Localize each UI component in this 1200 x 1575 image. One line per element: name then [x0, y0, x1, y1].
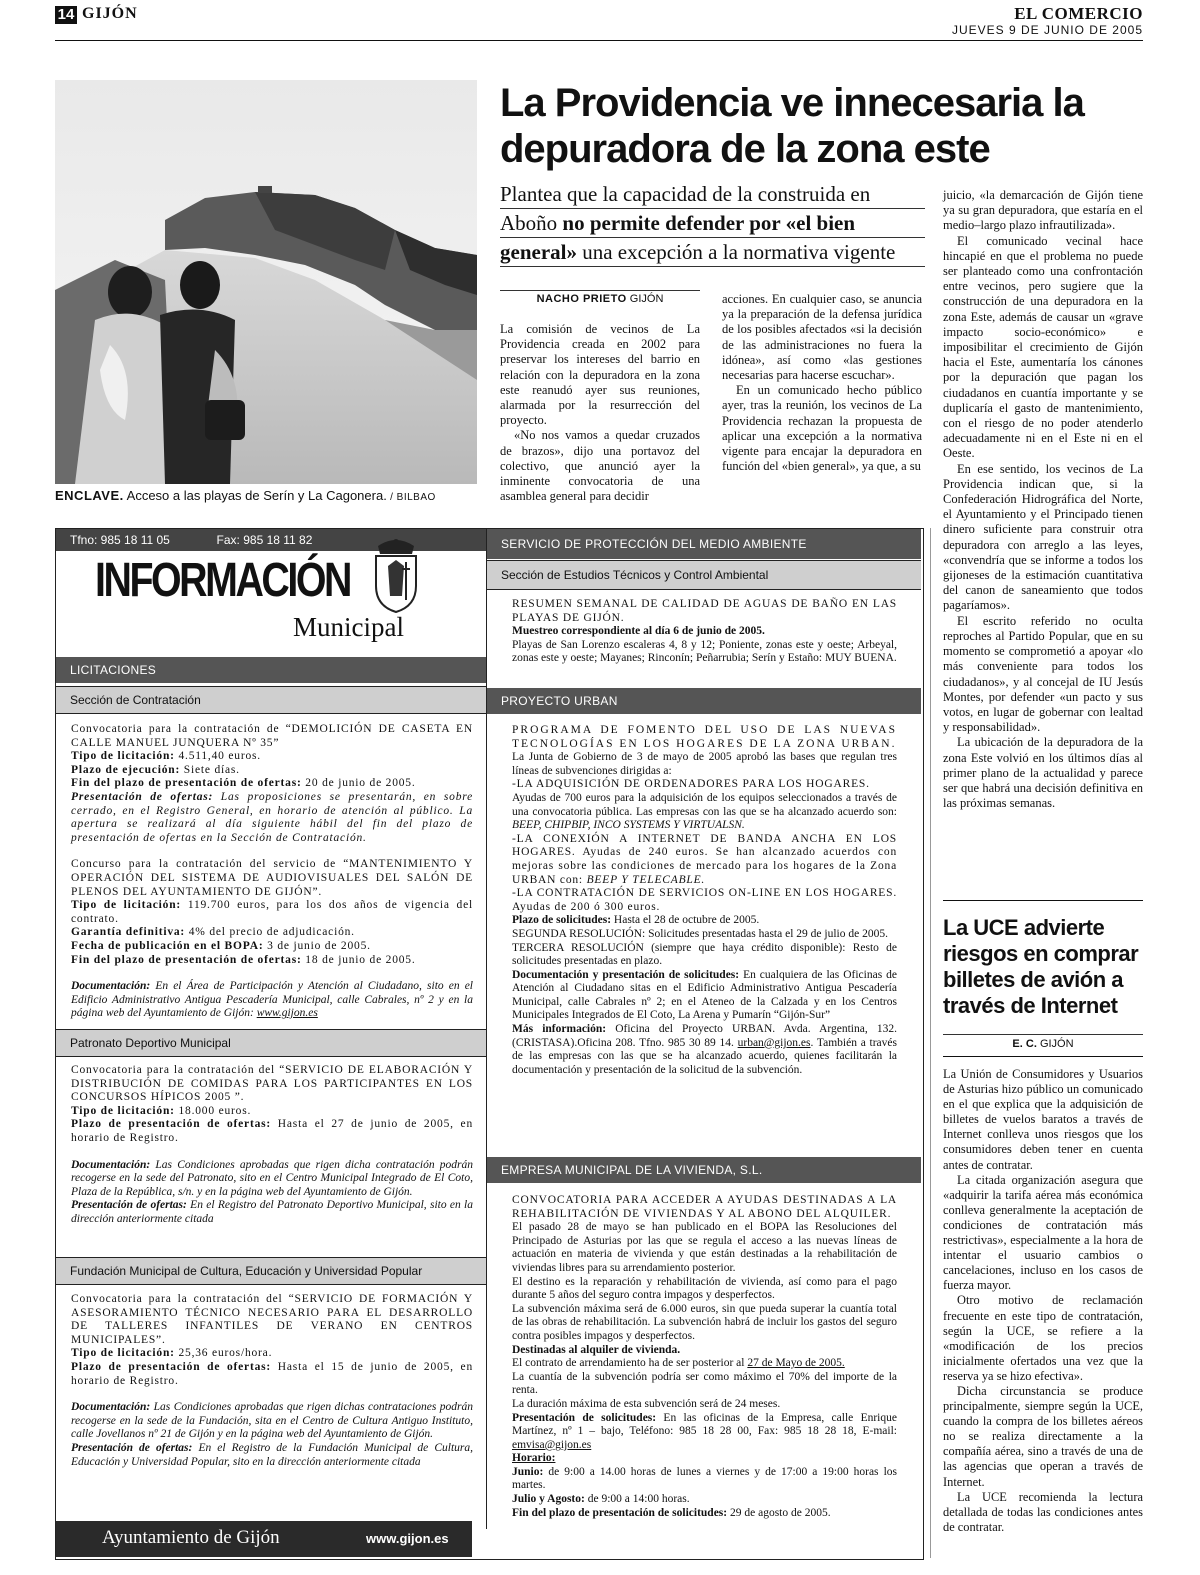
notice-text: Concurso para la contratación del servicio de “MANTENIMIENTO Y OPERACIÓN DEL SISTEMA DE AUDIOVISUALES DEL SALÓN DE PLENOS DEL AYUNTAMIENTO DE GIJÓN”. [71, 858, 473, 898]
notice-text: BEEP, CHIPBIP, INCO SYSTEMS Y VIRTUALSN. [512, 819, 745, 832]
beach-photo-illustration [55, 80, 477, 484]
value: Las Condiciones aprobadas que rigen dicha contratación podrán recogerse en la sede del Patronato, sito en el Centro Municipal Integrado de El Coto, Plaza de la República, s/n. y en la página web del Ayuntamiento de Gijón. [71, 1158, 473, 1198]
value: Siete días. [180, 763, 240, 776]
deportivo-header: Patronato Deportivo Municipal [56, 1029, 486, 1057]
label: Plazo de presentación de ofertas: [71, 1360, 272, 1373]
sidebar-byline [943, 1034, 1143, 1050]
value: En el Área de Participación y Atención al Ciudadano, sito en el Edificio Administrativo Antigua Pescadería Municipal, calle Cabrales, nº 2 y en la página web del Ayuntamiento de Gijón: [71, 980, 473, 1020]
article-byline [500, 290, 700, 305]
deck-rule [500, 266, 925, 267]
label: Presentación de ofertas: [71, 1199, 187, 1212]
paragraph: La ubicación de la depuradora de la zona Este volvió en los últimos días al primer plano de la actualidad y parece ser que habrá una decisión definitiva en las próximas semanas. [943, 735, 1143, 811]
value: . También a través de las empresas con las que se ha alcanzado acuerdo, quienes facilitarán la documentación y presentación de la solicitud de la subvención. [512, 1036, 897, 1076]
label: Fin del plazo de presentación de solicitudes: [512, 1506, 728, 1519]
article-column-1 [500, 322, 700, 504]
notice-text: El contrato de arrendamiento ha de ser posterior al [512, 1357, 748, 1370]
phone: Tfno: 985 18 11 05 [70, 533, 170, 547]
medioambiente-body [512, 598, 897, 666]
label: Garantía definitiva: [71, 926, 186, 939]
value: 3 de junio de 2005. [263, 939, 371, 952]
label: Fecha de publicación en el BOPA: [71, 939, 264, 952]
value: En cualquiera de las Oficinas de Atención al Ciudadano sitas en el Edificio Administrativo Antigua Pescadería Municipal, calle Cabrales nº 2; en el Ateneo de la Calzada y en los Centros Municipales Integrados de El Coto, La Arena y Pumarín “Gijón-Sur” [512, 968, 897, 1022]
sidebar-body [943, 1067, 1143, 1535]
gijon-link[interactable]: www.gijon.es [256, 1007, 318, 1020]
header-rule [55, 40, 1143, 41]
paragraph: acciones. En cualquier caso, se anuncia ya la preparación de la defensa jurídica de los posibles afectados «si la decisión de las administraciones no fuera la idónea», así como «las gestiones necesarias para hacerse escuchar». [722, 292, 922, 383]
vivienda-header: EMPRESA MUNICIPAL DE LA VIVIENDA, S.L. [487, 1157, 921, 1183]
label: Presentación de solicitudes: [512, 1411, 657, 1424]
deck-line-3 [500, 238, 925, 266]
notice-text: Destinadas al alquiler de vivienda. [512, 1343, 681, 1356]
label: Plazo de solicitudes: [512, 914, 612, 927]
label: Tipo de licitación: [71, 1104, 175, 1117]
paragraph: La citada organización asegura que «adquirir la tarifa aérea más económica conlleva generalmente la aceptación de condiciones de contratación más restrictivas», especialmente a la hora de intentar el usuario cambios o cancelaciones, incluso en los casos de fuerza mayor. [943, 1172, 1143, 1293]
paragraph: En un comunicado hecho público ayer, tras la reunión, los vecinos de La Providencia rechazan la propuesta de aplicar una excepción a la normativa vigente para encajar la depuradora en función del «bien general», ya que, a su [722, 383, 922, 474]
notice-text: La Junta de Gobierno de 3 de mayo de 2005 aprobó las bases que regulan tres líneas de subvenciones dirigidas a: [512, 751, 897, 777]
deck-line-2a: Aboño [500, 211, 563, 235]
municipal-footer [56, 1521, 472, 1557]
notice-text: Convocatoria para la contratación de “DEMOLICIÓN DE CASETA EN CALLE MANUEL JUNQUERA Nº 35” [71, 723, 473, 749]
newspaper-name: EL COMERCIO [1014, 4, 1143, 23]
notice-text: Convocatoria para la contratación del “SERVICIO DE FORMACIÓN Y ASESORAMIENTO TÉCNICO NECESARIO PARA EL DESARROLLO DE TALLERES INFANTILES DE VERANO EN CENTROS MUNICIPALES”. [71, 1293, 473, 1346]
article-deck [500, 180, 925, 267]
article-column-2 [722, 292, 922, 474]
logo-subtitle: Municipal [293, 612, 404, 642]
notice-text: El destino es la reparación y rehabilitación de vivienda, así como para el pago durante 5 años del seguro contra impagos y desperfectos. [512, 1275, 897, 1302]
urban-email[interactable]: urban@gijon.es [737, 1036, 811, 1049]
label: Julio y Agosto: [512, 1493, 585, 1506]
label: Más información: [512, 1023, 607, 1036]
vivienda-body [512, 1194, 897, 1520]
label: Fin del plazo de presentación de ofertas: [71, 953, 302, 966]
notice-text: -LA ADQUISICIÓN DE ORDENADORES PARA LOS HOGARES. [512, 778, 870, 791]
paragraph: La comisión de vecinos de La Providencia creada en 2002 para preservar los intereses del barrio en relación con la depuradora en la zona este reanudó ayer sus reuniones, alarmada por la resurrección del proyecto. [500, 322, 700, 428]
fundacion-header: Fundación Municipal de Cultura, Educación y Universidad Popular [56, 1257, 486, 1285]
deck-line-2b: no permite defender por «el bien [562, 211, 856, 235]
urban-body [512, 724, 897, 1077]
notice-text: La cuantía de la subvención podría ser como máximo el 70% del importe de la renta. [512, 1370, 897, 1397]
licitaciones-bar: LICITACIONES [56, 657, 486, 683]
paragraph: La UCE recomienda la lectura detallada de todas las condiciones antes de contratar. [943, 1489, 1143, 1534]
footer-url[interactable]: www.gijon.es [366, 1531, 449, 1546]
value: de 9:00 a 14.00 horas de lunes a viernes y de 17:00 a 19:00 horas los martes. [512, 1465, 897, 1492]
value: Oficina del Proyecto URBAN. Avda. Argentina, 132. (CRISTASA).Oficina 208. Tfno. 985 30 89 14. [512, 1023, 897, 1049]
notice-text: 27 de Mayo de 2005. [747, 1357, 845, 1370]
value: Hasta el 15 de junio de 2005, en horario de Registro. [71, 1360, 473, 1387]
issue-date: JUEVES 9 DE JUNIO DE 2005 [951, 23, 1143, 37]
label: Presentación de ofertas: [71, 790, 214, 803]
value: 18.000 euros. [174, 1104, 252, 1117]
paragraph: Dicha circunstancia se produce principalmente, siempre según la UCE, cuando la compra de los billetes aéreos no se realiza directamente a la compañía aérea, sino a través de una de las agencias que operan a través de Internet. [943, 1383, 1143, 1489]
deck-line-3b: una excepción a la normativa vigente [576, 240, 896, 264]
label: Fin del plazo de presentación de ofertas: [71, 777, 302, 790]
article-column-3 [943, 188, 1143, 811]
notice-text: PROGRAMA DE FOMENTO DEL USO DE LAS NUEVAS TECNOLOGÍAS EN LOS HOGARES DE LA ZONA URBAN. [512, 724, 897, 750]
byline-place: GIJÓN [629, 293, 664, 305]
medioambiente-subheader: Sección de Estudios Técnicos y Control Ambiental [487, 560, 921, 590]
contratacion-body [71, 723, 473, 1034]
sidebar-byline-place: GIJÓN [1039, 1038, 1074, 1050]
value: Las proposiciones se presentarán, en sobre cerrado, en el Registro General, en horario de atención al público. La apertura se realizará al día siguiente hábil del fin del plazo de presentación de ofertas en la Sección de Contratación. [71, 790, 473, 844]
section-name: GIJÓN [82, 5, 138, 22]
label: Plazo de ejecución: [71, 763, 181, 776]
page-number: 14 [55, 6, 77, 24]
sidebar-byline-rule [943, 1056, 1143, 1057]
coat-of-arms [368, 534, 424, 614]
value: 29 de agosto de 2005. [727, 1506, 831, 1519]
deck-line-3a: general» [500, 240, 577, 264]
sidebar-headline: La UCE advierte riesgos en comprar billetes de avión a través de Internet [943, 915, 1139, 1018]
notice-text: El pasado 28 de mayo se han publicado en el BOPA las Resoluciones del Principado de Asturias por las que se regula el acceso a las nuevas líneas de actuación en materia de vivienda y que están destinadas a la rehabilitación de viviendas libres para su arrendamiento posterior. [512, 1221, 897, 1274]
column-divider [930, 528, 931, 1558]
value: 20 de junio de 2005. [301, 777, 416, 790]
deck-line-2 [500, 209, 925, 237]
value: Hasta el 27 de junio de 2005, en horario de Registro. [71, 1118, 473, 1144]
coat-of-arms-icon [368, 534, 424, 614]
notice-text: -LA CONEXIÓN A INTERNET DE BANDA ANCHA EN LOS HOGARES. Ayudas de 240 euros. Se han alcanzado acuerdos con mejoras sobre las condiciones de mercado para los hogares de la Zona URBAN con: [512, 832, 897, 886]
value: de 9:00 a 14:00 horas. [584, 1493, 690, 1506]
notice-text: CONVOCATORIA PARA ACCEDER A AYUDAS DESTINADAS A LA REHABILITACIÓN DE VIVIENDAS Y AL ABONO DEL ALQUILER. [512, 1194, 897, 1220]
contratacion-header: Sección de Contratación [56, 686, 486, 714]
article-headline: La Providencia ve innecesaria la depuradora de la zona este [500, 81, 1084, 171]
deck-line-1: Plantea que la capacidad de la construida en [500, 182, 871, 206]
label: Documentación y presentación de solicitudes: [512, 968, 740, 981]
notice-text: -LA CONTRATACIÓN DE SERVICIOS ON-LINE EN LOS HOGARES. Ayudas de 200 ó 300 euros. [512, 887, 897, 913]
value: 25,36 euros/hora. [174, 1347, 273, 1360]
footer-name: Ayuntamiento de Gijón [102, 1527, 280, 1548]
label: Tipo de licitación: [71, 750, 175, 763]
value: 4% del precio de adjudicación. [185, 926, 355, 939]
label: Tipo de licitación: [71, 1347, 175, 1360]
medioambiente-header: SERVICIO DE PROTECCIÓN DEL MEDIO AMBIENTE [487, 529, 921, 559]
photo-caption [55, 488, 495, 503]
paragraph: El comunicado vecinal hace hincapié en que el problema no puede ser planteado como una confrontación entre vecinos, pero sugiere que la construcción de una depuradora en la zona Este, además de causar un «grave impacto socio-económico» e imposibilitar el crecimiento de Gijón hacia el Este, aumentaría los cánones por la depuración que pagan los ciudadanos en cuantía importante y se duplicaría el gasto de mantenimiento, con el riesgo de no poder atenderlo adecuadamente ni en el Este ni en el Oeste. [943, 233, 1143, 461]
value: Hasta el 28 de octubre de 2005. [611, 914, 760, 927]
notice-text: La subvención máxima será de 6.000 euros, sin que pueda superar la cuantía total de las obras de rehabilitación. La subvención habrá de incluir los gastos del seguro contra posibles impagos y desperfectos. [512, 1302, 897, 1342]
box-divider [486, 529, 487, 1529]
label: Presentación de ofertas: [71, 1441, 193, 1454]
value: 18 de junio de 2005. [301, 953, 416, 966]
paragraph: El escrito referido no oculta reproches al Partido Popular, que en su momento se comprometió a apoyar «lo más conveniente para todos los ciudadanos», y al concejal de IU Jesús Montes, por defender «un pacto y sus votos, en lugar de gobernar con lealtad y responsabilidad». [943, 613, 1143, 735]
notice-text: Convocatoria para la contratación del “SERVICIO DE ELABORACIÓN Y DISTRIBUCIÓN DE COMIDAS PARA LOS PARTICIPANTES EN LOS CONCURSOS HÍPICOS 2005 ”. [71, 1064, 473, 1104]
logo-title: INFORMACIÓN [95, 554, 350, 607]
label: Horario: [512, 1452, 556, 1465]
deportivo-body [71, 1064, 473, 1240]
value: Las Condiciones aprobadas que rigen dichas contrataciones podrán recogerse en la sede de la Fundación, sita en el Centro de Cultura Antiguo Instituto, calle Jovellanos nº 21 de Gijón y en la página web del Ayuntamiento de Gijón. [71, 1401, 473, 1441]
notice-text: TERCERA RESOLUCIÓN (siempre que haya crédito disponible): Resto de solicitudes presentadas en plazo. [512, 941, 897, 968]
value: En las oficinas de la Empresa, calle Enrique Martínez, nº 1 – bajo, Teléfono: 985 18 28 00, Fax: 985 18 28 18, E-mail: [512, 1411, 897, 1438]
urban-header: PROYECTO URBAN [487, 688, 921, 714]
caption-text: Acceso a las playas de Serín y La Cagonera. [123, 488, 387, 503]
label: Plazo de presentación de ofertas: [71, 1118, 272, 1131]
value: 119.700 euros, para los dos años de vigencia del contrato. [71, 899, 473, 925]
paragraph: juicio, «la demarcación de Gijón tiene ya su gran depuradora, que estaría en el medio–largo plazo infrautilizada». [943, 188, 1143, 233]
paragraph: Otro motivo de reclamación frecuente en este tipo de contratación, según la UCE, se refiere a la «modificación de los precios inicialmente ofertados una vez que la reserva ya se hizo efectiva». [943, 1293, 1143, 1383]
label: Documentación: [71, 980, 151, 993]
notice-text: Ayudas de 700 euros para la adquisición de los equipos seleccionados a través de una convocatoria pública. Las empresas con las que se ha alcanzado acuerdo son: [512, 791, 897, 818]
emvisa-email[interactable]: emvisa@gijon.es [512, 1438, 592, 1451]
sidebar-top-rule [943, 900, 1143, 901]
label: Documentación: [71, 1401, 151, 1414]
byline-name: NACHO PRIETO [536, 293, 627, 305]
label: Documentación: [71, 1158, 151, 1171]
notice-text: La duración máxima de esta subvención será de 24 meses. [512, 1397, 781, 1410]
fundacion-body [71, 1293, 473, 1482]
caption-credit: / BILBAO [386, 492, 436, 503]
value: 4.511,40 euros. [174, 750, 261, 763]
value: En el Registro del Patronato Deportivo Municipal, sito en la dirección anteriormente citada [71, 1199, 473, 1225]
fax: Fax: 985 18 11 82 [216, 533, 313, 547]
caption-lead: ENCLAVE. [55, 488, 124, 503]
label: Junio: [512, 1465, 544, 1478]
notice-text: SEGUNDA RESOLUCIÓN: Solicitudes presentadas hasta el 29 de julio de 2005. [512, 927, 888, 940]
notice-text: RESUMEN SEMANAL DE CALIDAD DE AGUAS DE BAÑO EN LAS PLAYAS DE GIJÓN. [512, 598, 897, 624]
paragraph: «No nos vamos a quedar cruzados de brazos», dijo una portavoz del colectivo, que anunció ayer la inminente convocatoria de una asamblea general para decidir [500, 428, 700, 504]
paragraph: En ese sentido, los vecinos de La Providencia indican que, si la Confederación Hidrográfica del Norte, el Ayuntamiento y el Principado tienen dinero suficiente para construir otra depuradora con arreglo a las leyes, «convendría que se informe a todos los gijoneses de la estimación cuantitativa del canon de saneamiento que todos pagaríamos». [943, 461, 1143, 613]
notice-text: Muestreo correspondiente al día 6 de junio de 2005. [512, 625, 765, 638]
notice-text: BEEP Y TELECABLE. [586, 873, 706, 886]
paragraph: La Unión de Consumidores y Usuarios de Asturias hizo público un comunicado en el que explica que la adquisición de billetes de vuelos baratos a través de Internet conlleva unos riesgos que los consumidores deben tener en cuenta antes de contratar. [943, 1067, 1143, 1172]
label: Tipo de licitación: [71, 899, 182, 912]
sidebar-byline-name: E. C. [1012, 1038, 1037, 1050]
beach-photo [55, 80, 477, 484]
notice-text: Playas de San Lorenzo escaleras 4, 8 y 12; Poniente, zonas este y oeste; Arbeyal, zonas este y oeste; Mayanes; Rinconín; Peñarrubia; Serín y Estaño: MUY BUENA. [512, 638, 897, 665]
value: En el Registro de la Fundación Municipal de Cultura, Educación y Universidad Popular, sito en la dirección anteriormente citada [71, 1441, 474, 1468]
